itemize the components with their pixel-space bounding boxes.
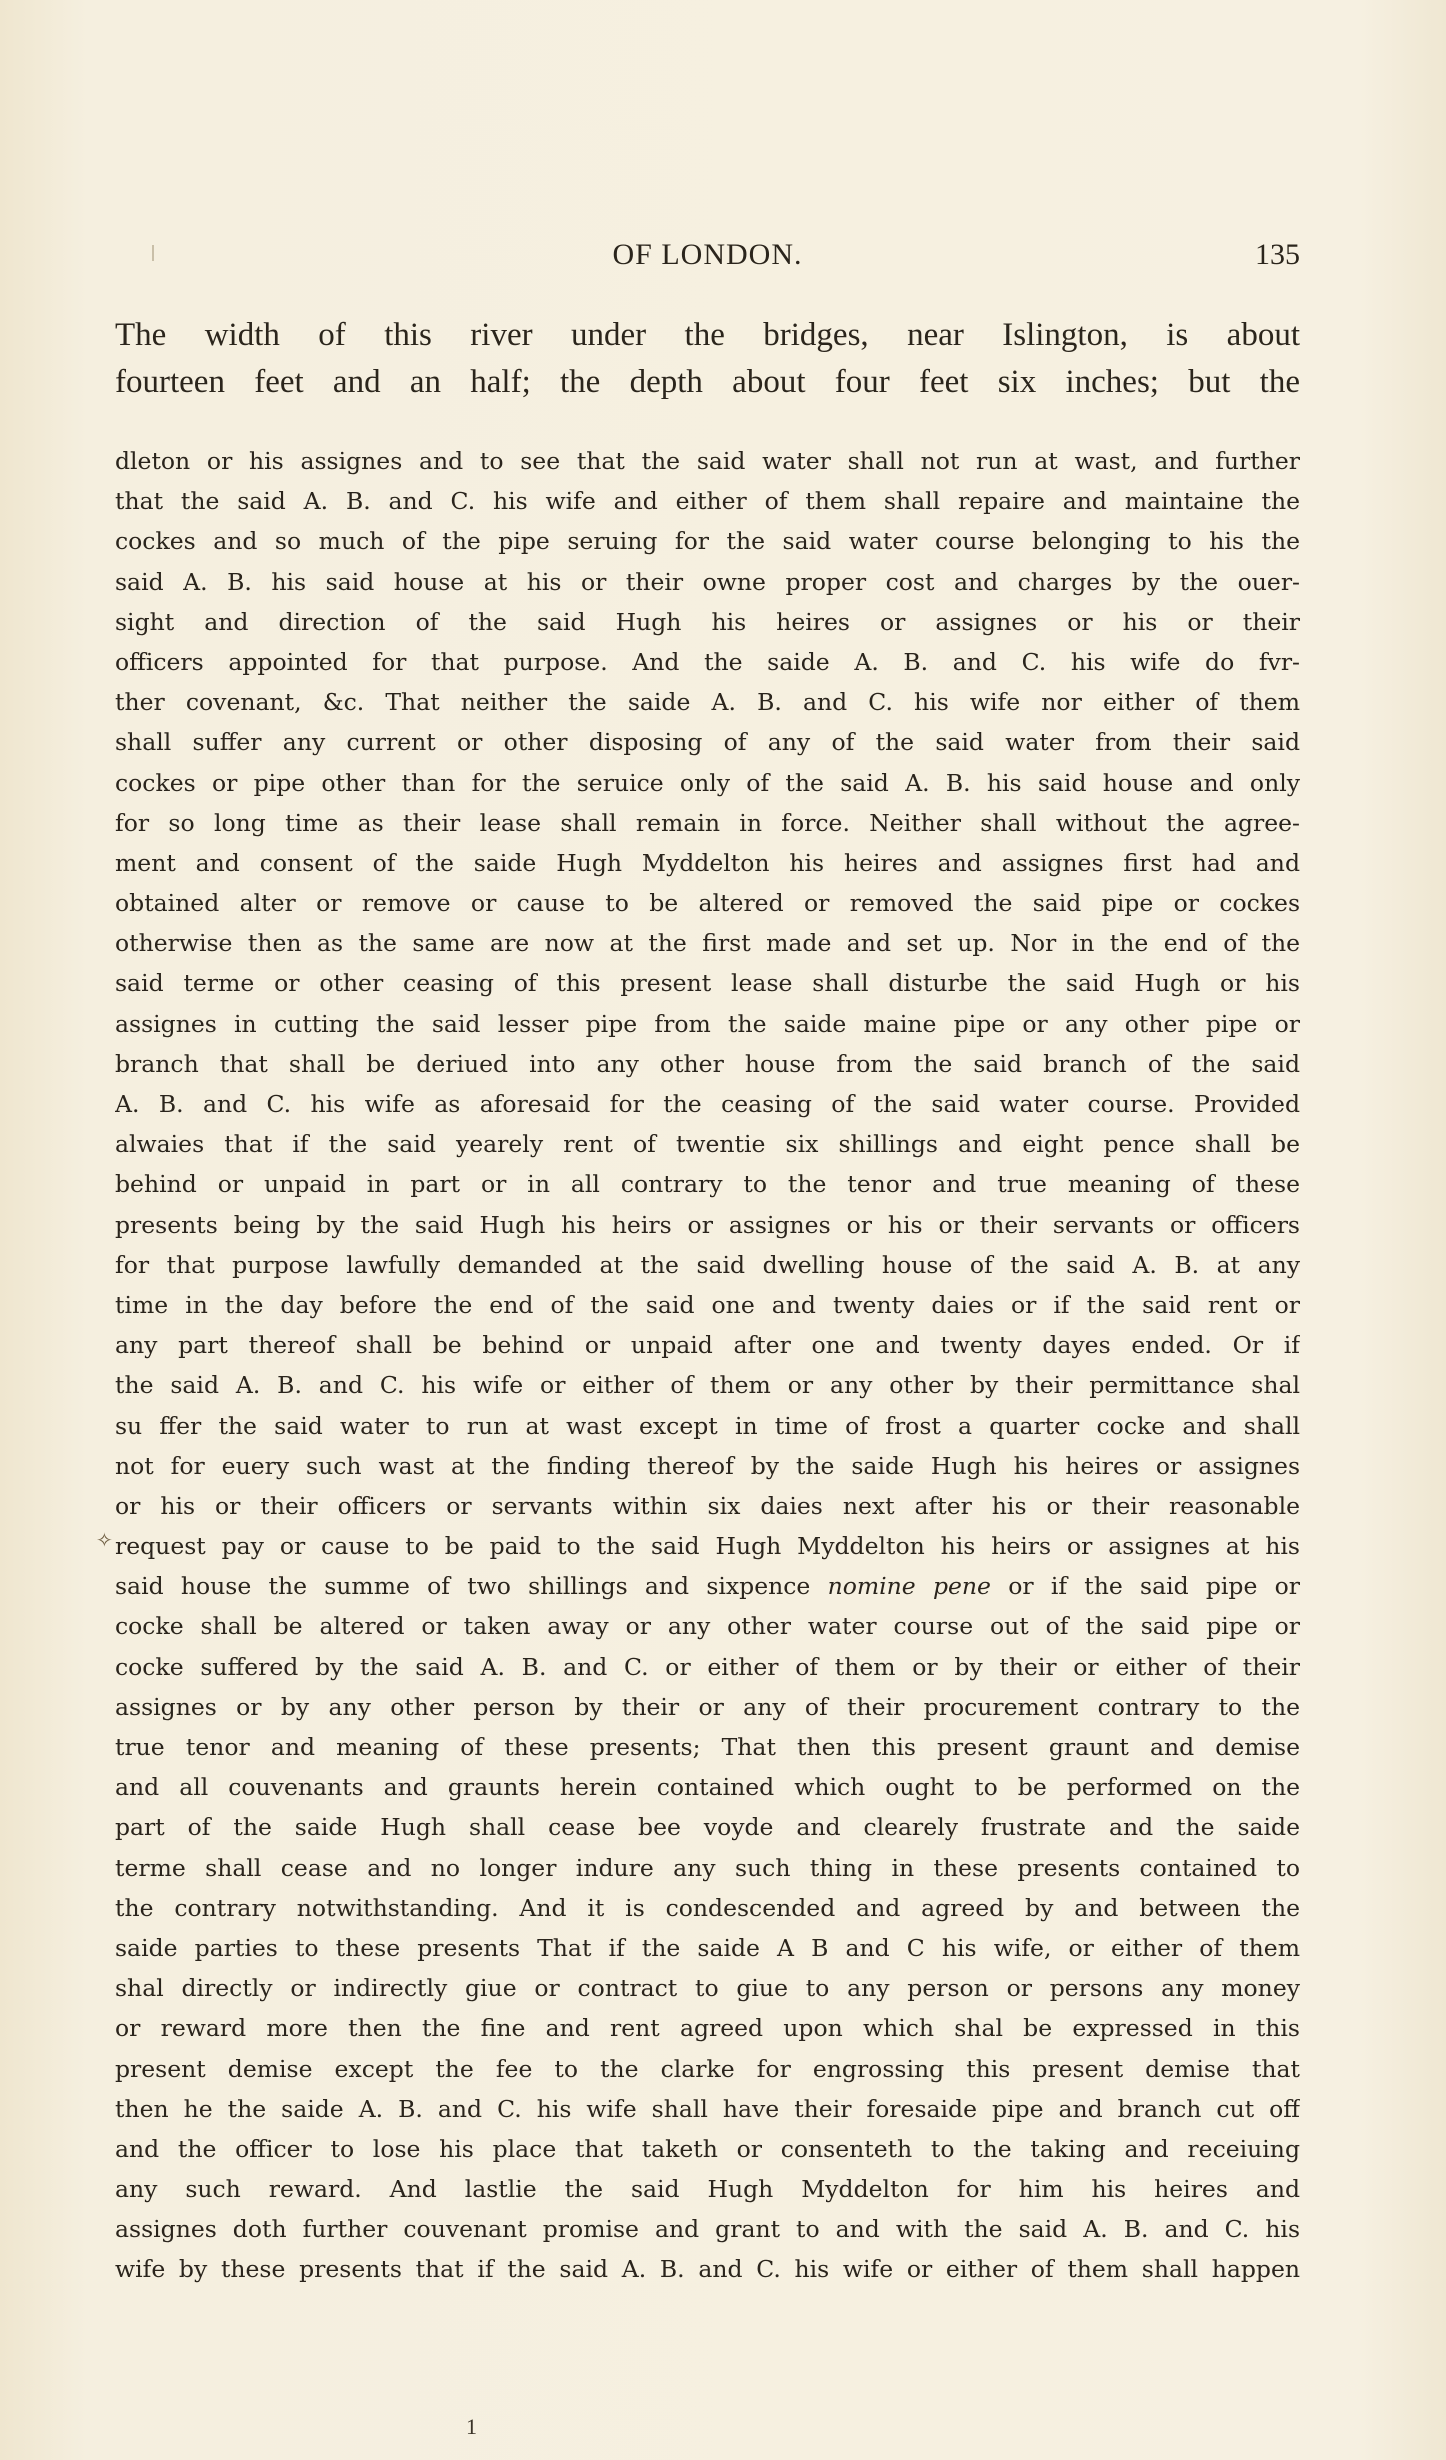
deed-line: that the said A. B. and C. his wife and either of them shall repaire and maintaine the xyxy=(115,487,1300,516)
deed-line: ther covenant, &c. That neither the saide A. B. and C. his wife nor either of them xyxy=(115,688,1300,717)
deed-line: present demise except the fee to the clarke for engrossing this present demise that xyxy=(115,2054,1300,2083)
deed-line: assignes or by any other person by their or any of their procurement contrary to the xyxy=(115,1692,1300,1721)
deed-line: for that purpose lawfully demanded at the said dwelling house of the said A. B. at any xyxy=(115,1250,1300,1279)
latin-phrase: nomine pene xyxy=(827,1572,991,1601)
deed-line: ment and consent of the saide Hugh Myddelton his heires and assignes first had and xyxy=(115,848,1300,877)
lead-line: The width of this river under the bridges, near Islington, is about xyxy=(115,317,1300,353)
deed-line: and all couvenants and graunts herein contained which ought to be performed on the xyxy=(115,1773,1300,1802)
deed-line: su ffer the said water to run at wast except in time of frost a quarter cocke and shall xyxy=(115,1411,1300,1440)
lead-line: fourteen feet and an half; the depth about four feet six inches; but the xyxy=(115,364,1300,400)
signature-mark: 1 xyxy=(466,2414,477,2439)
margin-ornament: ✧ xyxy=(96,1528,113,1552)
deed-line: true tenor and meaning of these presents; That then this present graunt and demise xyxy=(115,1733,1300,1761)
deed-line: cockes and so much of the pipe seruing for the said water course belonging to his the xyxy=(115,527,1300,556)
deed-quotation xyxy=(115,441,1300,2290)
deed-line: behind or unpaid in part or in all contrary to the tenor and true meaning of these xyxy=(115,1170,1300,1199)
deed-line: time in the day before the end of the said one and twenty daies or if the said rent or xyxy=(115,1290,1300,1319)
deed-line: for so long time as their lease shall remain in force. Neither shall without the agree- xyxy=(115,808,1300,837)
deed-line: terme shall cease and no longer indure any such thing in these presents contained to xyxy=(115,1853,1300,1882)
deed-line: the contrary notwithstanding. And it is condescended and agreed by and between the xyxy=(115,1893,1300,1922)
deed-line: any part thereof shall be behind or unpaid after one and twenty dayes ended. Or if xyxy=(115,1331,1300,1360)
deed-line: wife by these presents that if the said A. B. and C. his wife or either of them shall happen xyxy=(115,2255,1300,2284)
running-title: OF LONDON. xyxy=(612,238,803,271)
running-head xyxy=(115,238,1300,278)
deed-line: shall suffer any current or other disposing of any of the said water from their said xyxy=(115,728,1300,757)
deed-line: said house the summe of two shillings and sixpence nomine pene or if the said pipe or xyxy=(115,1572,1300,1601)
deed-line: or his or their officers or servants within six daies next after his or their reasonable xyxy=(115,1491,1300,1520)
deed-line: said terme or other ceasing of this present lease shall disturbe the said Hugh or his xyxy=(115,969,1300,998)
deed-line: said A. B. his said house at his or their owne proper cost and charges by the ouer- xyxy=(115,567,1300,596)
deed-line: assignes in cutting the said lesser pipe from the saide maine pipe or any other pipe or xyxy=(115,1009,1300,1038)
lead-paragraph xyxy=(115,312,1300,406)
deed-line: the said A. B. and C. his wife or either of them or any other by their permittance shal xyxy=(115,1371,1300,1400)
deed-line: not for euery such wast at the finding thereof by the saide Hugh his heires or assignes xyxy=(115,1451,1300,1480)
deed-line: part of the saide Hugh shall cease bee voyde and clearely frustrate and the saide xyxy=(115,1813,1300,1842)
deed-line: request pay or cause to be paid to the said Hugh Myddelton his heirs or assignes at his xyxy=(115,1532,1300,1561)
deed-line: any such reward. And lastlie the said Hugh Myddelton for him his heires and xyxy=(115,2175,1300,2204)
deed-line: then he the saide A. B. and C. his wife shall have their foresaide pipe and branch cut off xyxy=(115,2094,1300,2123)
deed-line: cocke shall be altered or taken away or any other water course out of the said pipe or xyxy=(115,1612,1300,1641)
deed-line: sight and direction of the said Hugh his heires or assignes or his or their xyxy=(115,607,1300,636)
deed-line: cocke suffered by the said A. B. and C. or either of them or by their or either of their xyxy=(115,1652,1300,1681)
deed-line: obtained alter or remove or cause to be altered or removed the said pipe or cockes xyxy=(115,889,1300,918)
deed-line: assignes doth further couvenant promise and grant to and with the said A. B. and C. his xyxy=(115,2215,1300,2244)
deed-line: otherwise then as the same are now at the first made and set up. Nor in the end of the xyxy=(115,929,1300,958)
deed-line: officers appointed for that purpose. And the saide A. B. and C. his wife do fvr- xyxy=(115,647,1300,676)
deed-line: branch that shall be deriued into any other house from the said branch of the said xyxy=(115,1049,1300,1078)
page-number: 135 xyxy=(1255,238,1300,271)
deed-line: cockes or pipe other than for the seruice only of the said A. B. his said house and only xyxy=(115,768,1300,797)
deed-line: saide parties to these presents That if the saide A B and C his wife, or either of them xyxy=(115,1933,1300,1962)
deed-line: presents being by the said Hugh his heirs or assignes or his or their servants or officers xyxy=(115,1210,1300,1239)
deed-line: alwaies that if the said yearely rent of twentie six shillings and eight pence shall be xyxy=(115,1130,1300,1159)
deed-line: dleton or his assignes and to see that the said water shall not run at wast, and further xyxy=(115,447,1300,475)
deed-line: A. B. and C. his wife as aforesaid for the ceasing of the said water course. Provided xyxy=(115,1090,1300,1118)
deed-line: shal directly or indirectly giue or contract to giue to any person or persons any money xyxy=(115,1974,1300,2003)
deed-line: or reward more then the fine and rent agreed upon which shal be expressed in this xyxy=(115,2014,1300,2043)
deed-line: and the officer to lose his place that taketh or consenteth to the taking and receiuing xyxy=(115,2134,1300,2163)
